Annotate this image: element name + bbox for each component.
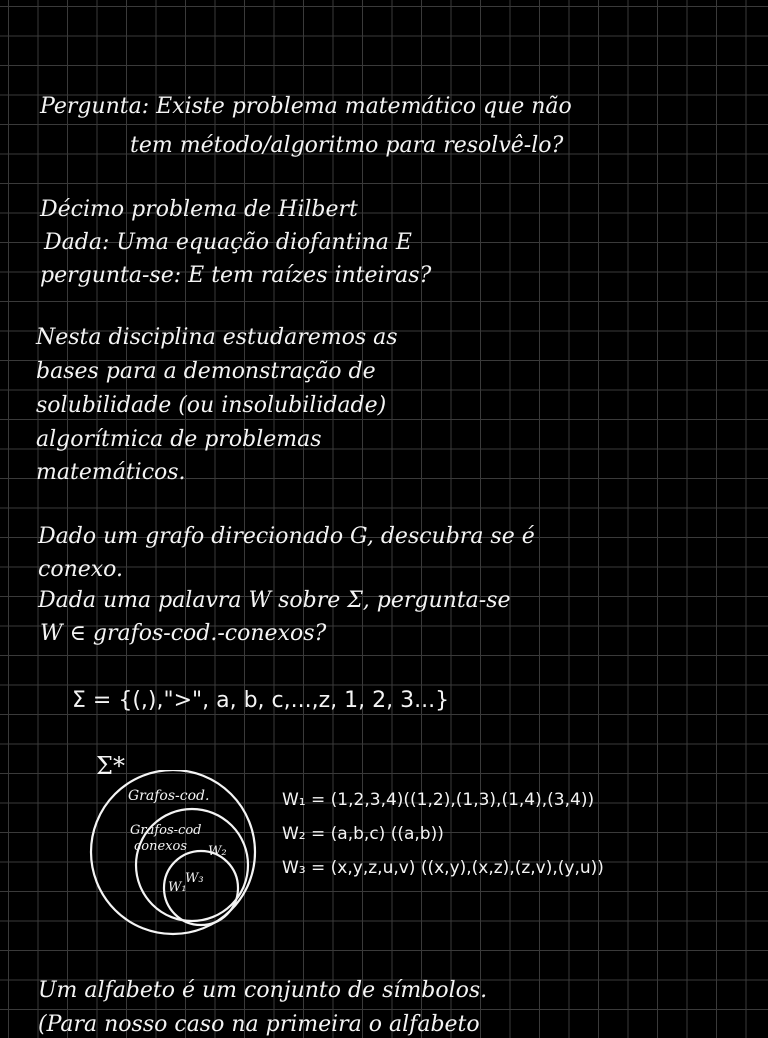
venn-middle-label-1: Grafos-cod <box>130 823 202 838</box>
question-line-2: tem método/algoritmo para resolvê-lo? <box>130 133 564 158</box>
graph-line-2: conexo. <box>38 557 124 582</box>
venn-w3-label: W₃ <box>185 871 204 886</box>
venn-w2-label: W₂ <box>208 844 227 859</box>
venn-w1-label: W₁ <box>168 880 187 895</box>
sigma-star-label: Σ* <box>96 752 125 780</box>
venn-middle-label-2: conexos <box>134 839 188 854</box>
graph-line-3: Dada uma palavra W sobre Σ, pergunta-se <box>38 588 511 613</box>
discipline-line-1: Nesta disciplina estudaremos as <box>36 325 398 350</box>
footer-line-2: (Para nosso caso na primeira o alfabeto <box>38 1012 480 1037</box>
discipline-line-5: matemáticos. <box>36 460 186 485</box>
venn-outer-label: Grafos-cod. <box>128 788 210 804</box>
discipline-line-2: bases para a demonstração de <box>36 359 376 384</box>
question-line-1: Pergunta: Existe problema matemático que não <box>40 94 572 119</box>
word-w1: W₁ = (1,2,3,4)((1,2),(1,3),(1,4),(3,4)) <box>282 790 595 810</box>
hilbert-line-1: Dada: Uma equação diofantina E <box>44 230 412 255</box>
footer-line-1: Um alfabeto é um conjunto de símbolos. <box>38 978 488 1003</box>
graph-line-1: Dado um grafo direcionado G, descubra se é <box>38 524 535 549</box>
discipline-line-4: algorítmica de problemas <box>36 427 322 452</box>
hilbert-line-2: pergunta-se: E tem raízes inteiras? <box>40 263 432 288</box>
word-w2: W₂ = (a,b,c) ((a,b)) <box>282 824 444 844</box>
discipline-line-3: solubilidade (ou insolubilidade) <box>36 393 387 418</box>
alphabet-definition: Σ = {(,),">", a, b, c,...,z, 1, 2, 3...} <box>72 688 450 713</box>
word-w3: W₃ = (x,y,z,u,v) ((x,y),(x,z),(z,v),(y,u)) <box>282 858 604 878</box>
graph-line-4: W ∈ grafos-cod.-conexos? <box>40 621 327 646</box>
hilbert-title: Décimo problema de Hilbert <box>40 197 358 222</box>
